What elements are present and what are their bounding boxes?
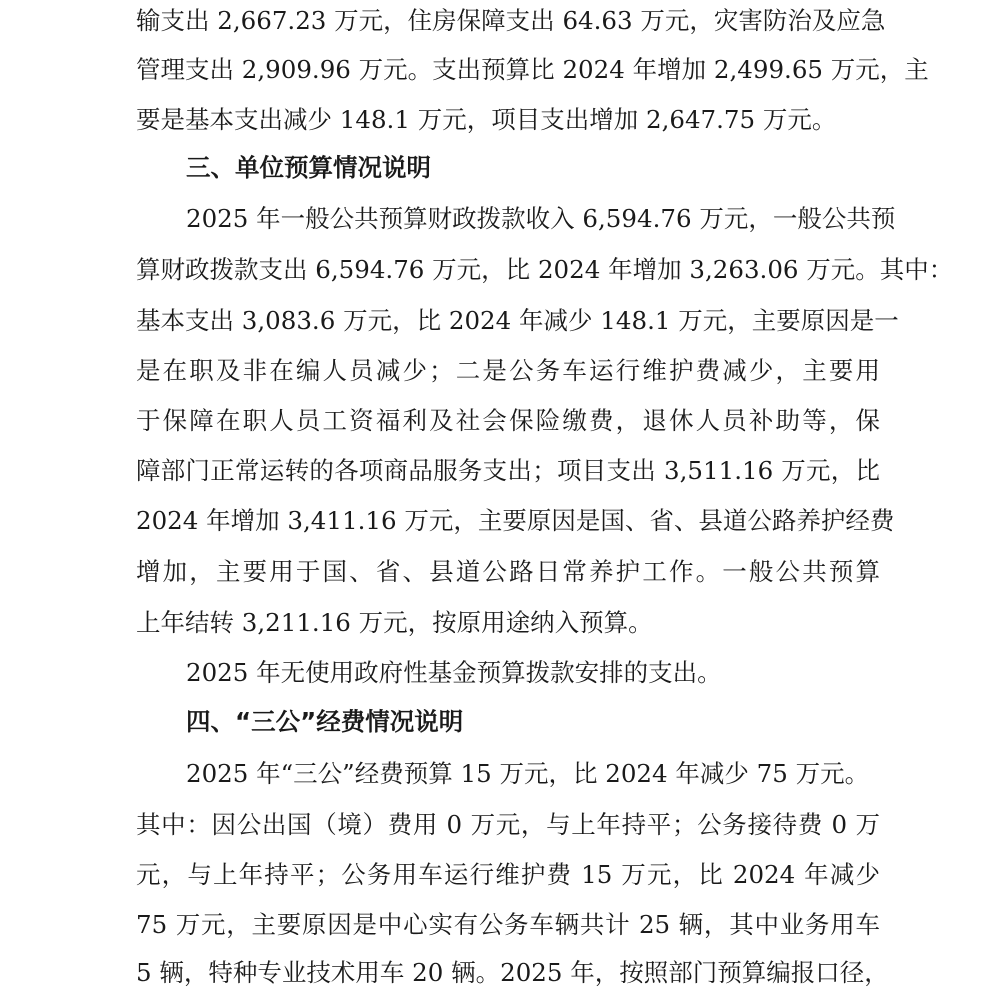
paragraph-line: 2025 年“三公”经费预算 15 万元，比 2024 年减少 75 万元。 <box>186 759 870 788</box>
paragraph-line: 输支出 2,667.23 万元，住房保障支出 64.63 万元，灾害防治及应急 <box>136 6 886 35</box>
paragraph-line: 2025 年一般公共预算财政拨款收入 6,594.76 万元，一般公共预 <box>186 204 896 233</box>
paragraph-line: 算财政拨款支出 6,594.76 万元，比 2024 年增加 3,263.06 万元。其中： <box>136 255 954 284</box>
paragraph-line: 上年结转 3,211.16 万元，按原用途纳入预算。 <box>136 608 653 637</box>
paragraph-line: 基本支出 3,083.6 万元，比 2024 年减少 148.1 万元，主要原因是一 <box>136 306 899 335</box>
section-heading: 四、“三公”经费情况说明 <box>186 707 464 736</box>
section-heading: 三、单位预算情况说明 <box>186 153 431 182</box>
paragraph-line: 增加，主要用于国、省、县道公路日常养护工作。一般公共预算 <box>136 557 880 586</box>
paragraph-line: 是在职及非在编人员减少；二是公务车运行维护费减少，主要用 <box>136 356 880 385</box>
paragraph-line: 障部门正常运转的各项商品服务支出；项目支出 3,511.16 万元，比 <box>136 456 880 485</box>
paragraph-line: 其中：因公出国（境）费用 0 万元，与上年持平；公务接待费 0 万 <box>136 810 880 839</box>
paragraph-line: 75 万元，主要原因是中心实有公务车辆共计 25 辆，其中业务用车 <box>136 910 880 939</box>
paragraph-line: 元，与上年持平；公务用车运行维护费 15 万元，比 2024 年减少 <box>136 860 880 889</box>
paragraph-line: 5 辆，特种专业技术用车 20 辆。2025 年，按照部门预算编报口径， <box>136 958 889 987</box>
paragraph-line: 2025 年无使用政府性基金预算拨款安排的支出。 <box>186 658 722 687</box>
paragraph-line: 管理支出 2,909.96 万元。支出预算比 2024 年增加 2,499.65 万元，主 <box>136 55 929 84</box>
paragraph-line: 要是基本支出减少 148.1 万元，项目支出增加 2,647.75 万元。 <box>136 105 837 134</box>
paragraph-line: 于保障在职人员工资福利及社会保险缴费，退休人员补助等，保 <box>136 406 880 435</box>
paragraph-line: 2024 年增加 3,411.16 万元，主要原因是国、省、县道公路养护经费 <box>136 506 895 535</box>
